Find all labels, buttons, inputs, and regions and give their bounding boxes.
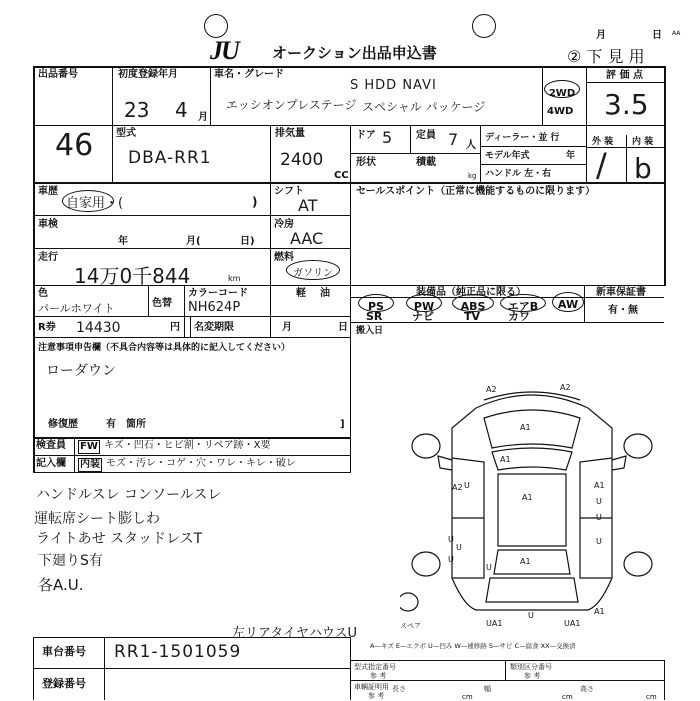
score-value: 3.5 bbox=[604, 88, 649, 121]
selling-points-label: セールスポイント（正常に機能するものに限ります） bbox=[356, 186, 596, 197]
damage-mark: U bbox=[528, 611, 534, 620]
footer-label-divider bbox=[104, 637, 105, 700]
capacity-value: 7 bbox=[448, 130, 459, 149]
fuel-oil-option: 油 bbox=[320, 288, 330, 299]
damage-mark: A2 bbox=[486, 385, 497, 394]
left-mirror bbox=[438, 456, 452, 470]
equipment-title: 装備品（純正品に限る） bbox=[416, 287, 526, 298]
registration-month-value: 4 bbox=[175, 98, 188, 122]
cooling-value: AAC bbox=[290, 229, 324, 248]
color-value: パールホワイト bbox=[38, 302, 115, 315]
first-registration-label: 初度登録年月 bbox=[118, 69, 178, 80]
form-left-border bbox=[33, 66, 35, 438]
repair-history-label: 修復歴 bbox=[48, 419, 78, 430]
r-ticket-unit: 円 bbox=[170, 322, 180, 333]
roof bbox=[498, 474, 566, 546]
length-unit: cm bbox=[462, 693, 473, 701]
displacement-unit: CC bbox=[334, 170, 349, 181]
model-year-unit: 年 bbox=[566, 151, 576, 161]
warranty-divider bbox=[584, 285, 585, 323]
displacement-label: 排気量 bbox=[275, 128, 305, 139]
recolor-label: 色替 bbox=[152, 298, 172, 309]
r-ticket-label: R券 bbox=[38, 322, 56, 333]
equip-ps: PS bbox=[358, 294, 394, 312]
col-divider-color-label bbox=[148, 286, 149, 316]
col-divider-disp bbox=[270, 125, 271, 183]
damage-mark: A1 bbox=[520, 423, 531, 432]
notes-text: ローダウン bbox=[46, 363, 116, 379]
color-code-value: NH624P bbox=[188, 300, 241, 315]
col-divider-cap bbox=[410, 125, 411, 153]
vehicle-name-line2: エッシオンプレステージ bbox=[226, 98, 357, 112]
col-divider-lot bbox=[112, 66, 113, 182]
col-divider-drive bbox=[542, 66, 543, 126]
lot-number-value: 46 bbox=[55, 128, 94, 163]
inspector-note-1: ハンドルスレ コンソールスレ bbox=[36, 487, 222, 503]
footer-right-split bbox=[505, 660, 506, 680]
interior-label: 内 装 bbox=[632, 137, 654, 147]
copy-label: ② 下 見 用 bbox=[567, 47, 645, 66]
vehicle-name-line3: スペシャル パッケージ bbox=[362, 100, 486, 114]
repair-history-value: 有 bbox=[106, 419, 116, 430]
damage-mark: U bbox=[596, 497, 602, 506]
inspector-note-5: 各A.U. bbox=[38, 576, 84, 594]
drive-2wd-option: 2WD bbox=[544, 80, 580, 98]
damage-mark: U bbox=[448, 535, 454, 544]
capacity-label: 定員 bbox=[416, 130, 436, 141]
vehicle-grade-line1: S HDD NAVI bbox=[350, 78, 437, 93]
inspection-month-unit: 月( bbox=[186, 236, 201, 247]
damage-mark: U bbox=[596, 513, 602, 522]
cert-ref: 参 考 bbox=[368, 692, 385, 700]
score-label: 評 価 点 bbox=[606, 70, 643, 81]
class-number-ref: 参 考 bbox=[524, 672, 541, 680]
inspection-label: 車検 bbox=[38, 219, 58, 230]
col-divider-dealer bbox=[480, 125, 481, 183]
col-divider-shift bbox=[270, 183, 271, 337]
ext-int-divider bbox=[626, 135, 627, 183]
form-right-border bbox=[664, 66, 666, 286]
lot-number-label: 出品番号 bbox=[38, 69, 78, 80]
damage-mark: UA1 bbox=[564, 619, 581, 628]
row-line-history bbox=[33, 215, 350, 216]
inspector-note-2: 運転席シート膨しわ bbox=[34, 511, 160, 527]
brand-logo: JU bbox=[210, 36, 238, 65]
dealer-row-line-2 bbox=[480, 164, 586, 165]
footer-left-border bbox=[33, 637, 34, 700]
inspection-year-unit: 年 bbox=[118, 236, 128, 247]
col-divider-selling bbox=[350, 183, 351, 437]
mileage-value: 14万0千844 bbox=[74, 264, 191, 288]
fuel-label: 燃料 bbox=[274, 252, 294, 263]
chassis-number-label: 車台番号 bbox=[42, 645, 86, 658]
model-year-label: モデル年式 bbox=[485, 151, 530, 161]
footer-right-divider bbox=[350, 637, 351, 700]
load-label: 積載 bbox=[416, 157, 436, 168]
damage-mark: U bbox=[456, 543, 462, 552]
registration-number-label: 登録番号 bbox=[42, 677, 86, 690]
inspection-day-unit: 日) bbox=[240, 236, 255, 247]
door-label: ドア bbox=[356, 130, 376, 141]
wheel-rear-right bbox=[624, 552, 652, 576]
punch-hole-left bbox=[204, 14, 228, 38]
capacity-unit: 人 bbox=[466, 140, 476, 151]
equip-airbag: エアB bbox=[500, 294, 546, 312]
inspector-label: 検査員 bbox=[36, 440, 66, 451]
footer-right-top bbox=[350, 660, 664, 661]
equip-navi: ナビ bbox=[412, 310, 434, 323]
exterior-label: 外 装 bbox=[592, 137, 614, 147]
registration-month-unit: 月 bbox=[198, 112, 208, 123]
damage-mark: A1 bbox=[594, 607, 605, 616]
car-diagram bbox=[400, 378, 664, 630]
model-type-value: DBA-RR1 bbox=[128, 148, 212, 168]
interior-check-items: モズ・汚レ・コゲ・穴・ワレ・キレ・破レ bbox=[106, 458, 296, 469]
spare-label: スペア bbox=[400, 622, 421, 630]
length-label: 長さ bbox=[392, 685, 406, 693]
notes-title: 注意事項申告欄（不具合内容等は具体的に記入してください） bbox=[38, 343, 291, 353]
fw-items: キズ・凹石・ヒビ割・リペア跡・X要 bbox=[104, 440, 271, 451]
registration-year-value: 23 bbox=[124, 98, 150, 122]
interior-score: b bbox=[634, 152, 652, 185]
warranty-label: 新車保証書 bbox=[596, 287, 646, 298]
inspector-entry-label: 記入欄 bbox=[36, 458, 66, 469]
load-unit: kg bbox=[468, 172, 477, 180]
inspector-note-3: ライトあせ スタッドレスT bbox=[36, 531, 203, 547]
width-unit: cm bbox=[562, 693, 573, 701]
color-code-label: カラーコード bbox=[188, 288, 248, 299]
footer-right-mid bbox=[350, 680, 664, 681]
rear-window bbox=[494, 550, 570, 574]
dealer-row-line-1 bbox=[480, 146, 586, 147]
mileage-unit: km bbox=[228, 274, 241, 283]
col-divider-reg bbox=[210, 66, 211, 126]
name-change-day-unit: 日 bbox=[338, 322, 348, 333]
damage-mark: A1 bbox=[500, 455, 511, 464]
fuel-gasoline-option: ガソリン bbox=[286, 260, 340, 280]
history-close-paren: ) bbox=[252, 195, 258, 209]
shape-label: 形状 bbox=[356, 157, 376, 168]
damage-mark: A1 bbox=[594, 481, 605, 490]
vehicle-history-label: 車歴 bbox=[38, 186, 58, 197]
width-label: 幅 bbox=[484, 685, 491, 693]
col-divider-regexpire bbox=[190, 316, 191, 337]
mileage-label: 走行 bbox=[38, 252, 58, 263]
row-line-color bbox=[33, 316, 350, 317]
model-type-label: 型式 bbox=[116, 128, 136, 139]
door-row-line bbox=[350, 153, 480, 154]
cooling-label: 冷房 bbox=[274, 219, 294, 230]
chassis-number-value: RR1-1501059 bbox=[114, 642, 242, 662]
displacement-value: 2400 bbox=[280, 150, 324, 170]
score-header-line bbox=[586, 82, 664, 83]
height-label: 高さ bbox=[580, 685, 594, 693]
warranty-value: 有・無 bbox=[608, 305, 638, 316]
hood bbox=[484, 410, 580, 448]
wheel-rear-left bbox=[412, 552, 440, 576]
inspector-right-border bbox=[350, 437, 351, 473]
fuel-light-option: 軽 bbox=[296, 288, 306, 299]
inspector-note-extra: 左リアタイヤハウスU bbox=[232, 626, 357, 641]
equip-abs: ABS bbox=[452, 294, 494, 312]
inspector-label-divider bbox=[74, 437, 75, 473]
damage-mark: U bbox=[486, 563, 492, 572]
cert-label: 車輌証明用 bbox=[354, 683, 389, 691]
damage-mark: U bbox=[464, 481, 470, 490]
equip-sr: SR bbox=[366, 310, 383, 323]
col-divider-score bbox=[586, 66, 587, 182]
type-spec-label: 型式指定番号 bbox=[354, 663, 396, 671]
form-top-border bbox=[33, 66, 665, 68]
door-value: 5 bbox=[382, 128, 393, 147]
date-month-label: 月 bbox=[596, 30, 606, 41]
class-number-label: 類別区分番号 bbox=[510, 663, 552, 671]
vehicle-name-label: 車名・グレード bbox=[214, 69, 284, 80]
front-bumper bbox=[484, 392, 580, 400]
r-ticket-value: 14430 bbox=[76, 320, 121, 336]
equip-tv: TV bbox=[464, 310, 481, 323]
arrival-date-label: 搬入日 bbox=[356, 326, 384, 336]
col-divider-door bbox=[350, 125, 351, 183]
damage-mark: A2 bbox=[560, 383, 571, 392]
shift-label: シフト bbox=[274, 186, 304, 197]
repair-place-label: 箇所 bbox=[126, 419, 146, 430]
damage-mark: A2 bbox=[452, 483, 463, 492]
row-divider-2 bbox=[33, 182, 665, 184]
inspector-note-4: 下廻りS有 bbox=[38, 553, 103, 569]
fw-label: FW bbox=[80, 441, 98, 452]
type-spec-ref: 参 考 bbox=[370, 672, 387, 680]
interior-check-label: 内装 bbox=[80, 459, 100, 470]
col-divider-recolor bbox=[184, 285, 185, 337]
equip-leather: カワ bbox=[508, 310, 530, 323]
repair-close-bracket: ] bbox=[340, 419, 345, 430]
name-change-month-unit: 月 bbox=[282, 322, 292, 333]
damage-mark: U bbox=[596, 537, 602, 546]
row-divider-1 bbox=[33, 125, 665, 126]
damage-mark: A1 bbox=[522, 493, 533, 502]
spare-wheel bbox=[400, 593, 418, 611]
exterior-score: / bbox=[596, 146, 607, 184]
footer-mid-line bbox=[33, 668, 350, 669]
punch-hole-right bbox=[472, 14, 496, 38]
dealer-label: ディーラー・並 行 bbox=[485, 133, 560, 143]
row-line-inspect bbox=[33, 248, 350, 249]
color-label: 色 bbox=[38, 288, 48, 299]
drive-4wd-option: 4WD bbox=[547, 106, 574, 117]
right-mirror bbox=[612, 456, 626, 470]
equipment-bottom-line bbox=[350, 322, 664, 323]
form-title: オークション出品申込書 bbox=[272, 44, 437, 62]
tailgate bbox=[486, 578, 578, 602]
inspector-mid-line bbox=[33, 455, 350, 456]
inspector-bottom-line bbox=[33, 472, 350, 473]
wheel-front-left bbox=[412, 434, 440, 458]
equip-pw: PW bbox=[406, 294, 442, 312]
equip-aw: AW bbox=[552, 292, 584, 312]
vehicle-history-value: 自家用・( bbox=[66, 196, 124, 211]
aa-label: AA bbox=[672, 30, 681, 37]
damage-mark: U bbox=[448, 555, 454, 564]
height-unit: cm bbox=[646, 693, 657, 701]
damage-mark: A1 bbox=[520, 557, 531, 566]
handle-label: ハンドル 左・右 bbox=[485, 169, 552, 179]
row-line-rticket bbox=[33, 337, 350, 338]
wheel-front-right bbox=[624, 434, 652, 458]
damage-legend: A—キズ E—エクボ U—凹み W—補修跡 S—サビ C—腐食 XX—交換済 bbox=[370, 642, 576, 650]
name-change-deadline-label: 名変期限 bbox=[194, 322, 234, 333]
date-day-label: 日 bbox=[652, 30, 662, 41]
notes-bottom-line bbox=[33, 437, 350, 439]
footer-right-border bbox=[664, 660, 665, 700]
shift-value: AT bbox=[298, 196, 318, 215]
damage-mark: UA1 bbox=[486, 619, 503, 628]
